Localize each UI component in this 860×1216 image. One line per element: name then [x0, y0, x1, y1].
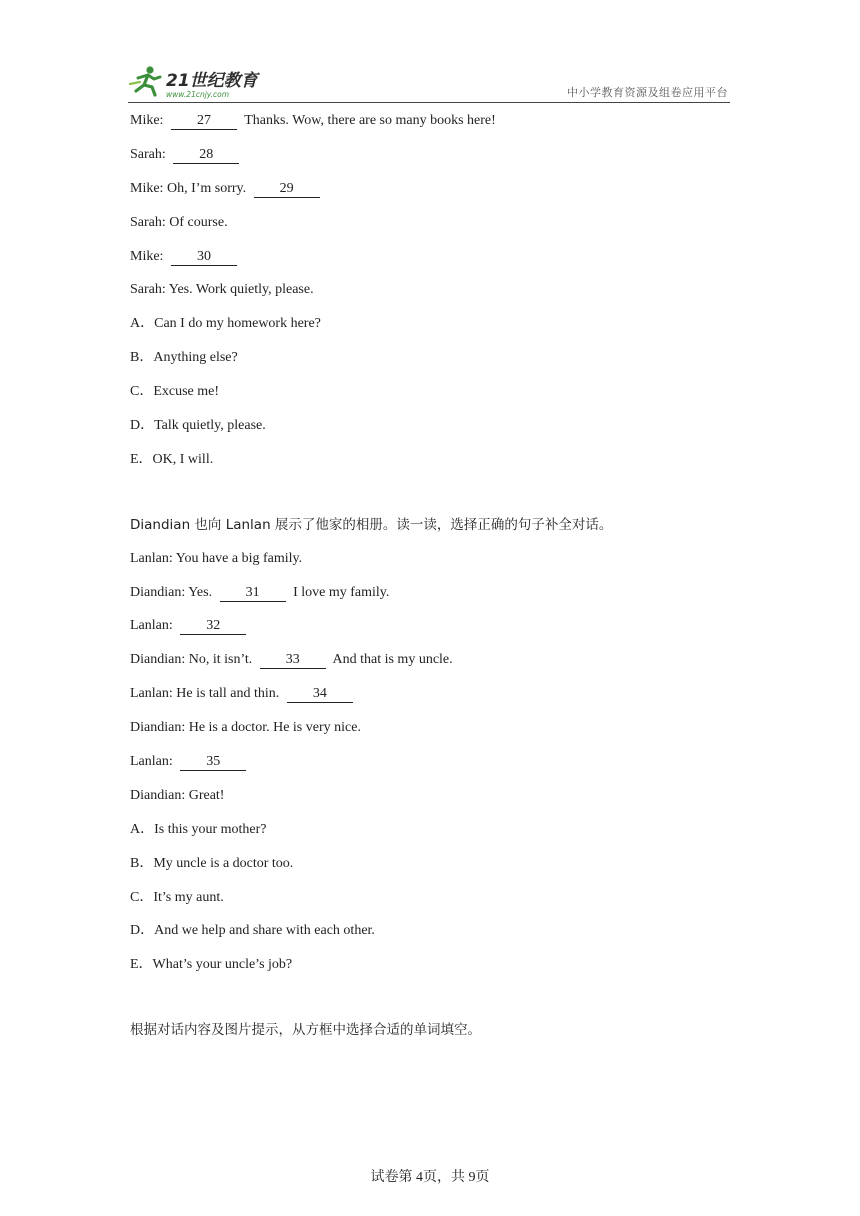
dialog-line: [130, 111, 730, 131]
21cnjy-logo: [128, 64, 268, 100]
speaker: Lanlan:: [130, 686, 173, 702]
dialog-line: [130, 213, 730, 233]
dialog-line: [130, 718, 730, 738]
dialog-text: He is tall and thin.: [176, 686, 280, 702]
logo-url-text: www.21cnjy.com: [166, 90, 230, 99]
answer-blank[interactable]: 29: [254, 181, 320, 198]
option-item: B．My uncle is a doctor too.: [130, 855, 294, 871]
exam-content: [130, 111, 730, 1054]
dialog-text: Yes. Work quietly, please.: [168, 282, 314, 298]
dialog-text: Oh, I’m sorry.: [166, 180, 247, 196]
answer-blank[interactable]: 35: [180, 754, 246, 771]
instruction-2: Diandian 也向 Lanlan 展示了他家的相册。读一读，选择正确的句子补全对话。: [130, 516, 613, 533]
option-item: D．Talk quietly, please.: [130, 418, 266, 434]
dialog-line: [130, 280, 730, 300]
dialog-line: [130, 247, 730, 267]
option-item: E．What’s your uncle’s job?: [130, 957, 293, 973]
option-item: B．Anything else?: [130, 350, 238, 366]
dialog-line: [130, 786, 730, 806]
speaker: Diandian:: [130, 584, 186, 600]
dialog-text: And that is my uncle.: [332, 652, 453, 668]
section-gap: [130, 484, 730, 515]
answer-blank[interactable]: 32: [180, 618, 246, 635]
dialog-line: [130, 145, 730, 165]
dialog-text: Yes.: [188, 584, 213, 600]
answer-blank[interactable]: 28: [173, 147, 239, 164]
section-gap: [130, 989, 730, 1020]
option-item: C．Excuse me!: [130, 384, 220, 400]
speaker: Sarah:: [130, 146, 166, 162]
speaker: Lanlan:: [130, 754, 173, 770]
answer-blank[interactable]: 27: [171, 113, 237, 130]
speaker: Sarah:: [130, 282, 166, 298]
dialog-text: He is a doctor. He is very nice.: [188, 720, 361, 736]
dialog-line: [130, 549, 730, 569]
header-platform-text: 中小学教育资源及组卷应用平台: [567, 86, 728, 99]
page-header: [128, 62, 730, 103]
dialog-line: [130, 583, 730, 603]
option-item: D．And we help and share with each other.: [130, 923, 375, 939]
speaker: Lanlan:: [130, 618, 173, 634]
instruction-3: 根据对话内容及图片提示，从方框中选择合适的单词填空。: [130, 1022, 481, 1039]
dialog-text: Of course.: [169, 214, 228, 230]
speaker: Sarah:: [130, 214, 166, 230]
dialog-line: [130, 752, 730, 772]
answer-blank[interactable]: 34: [287, 686, 353, 703]
dialog-line: [130, 179, 730, 199]
speaker: Mike:: [130, 180, 164, 196]
dialog-text: Thanks. Wow, there are so many books here!: [244, 113, 496, 128]
dialog-text: You have a big family.: [175, 550, 303, 566]
speaker: Diandian:: [130, 787, 186, 803]
dialog-line: [130, 616, 730, 636]
speaker: Mike:: [130, 113, 164, 128]
dialog-line: [130, 684, 730, 704]
dialog-text: I love my family.: [293, 584, 390, 600]
dialog-text: No, it isn’t.: [188, 652, 253, 668]
answer-blank[interactable]: 30: [171, 249, 237, 266]
answer-blank[interactable]: 33: [260, 652, 326, 669]
option-item: A．Is this your mother?: [130, 821, 267, 837]
speaker: Lanlan:: [130, 550, 173, 566]
page-footer: 试卷第 4页，共 9页: [370, 1170, 490, 1185]
option-item: A．Can I do my homework here?: [130, 316, 321, 332]
answer-blank[interactable]: 31: [220, 585, 286, 602]
dialog-line: [130, 650, 730, 670]
option-item: C．It’s my aunt.: [130, 889, 224, 905]
speaker: Diandian:: [130, 652, 186, 668]
option-item: E．OK, I will.: [130, 451, 214, 467]
speaker: Mike:: [130, 248, 164, 264]
speaker: Diandian:: [130, 720, 186, 736]
dialog-text: Great!: [188, 787, 225, 803]
logo-main-text: 21世纪教育: [166, 71, 258, 91]
